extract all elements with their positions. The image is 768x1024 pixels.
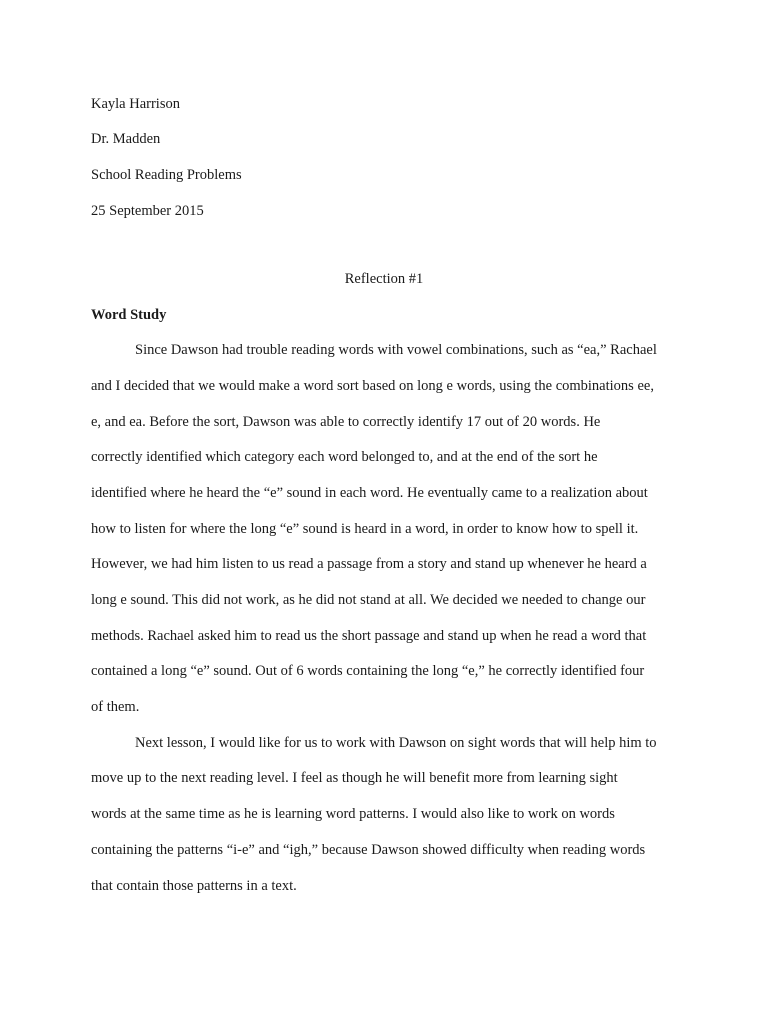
paragraph-2-line: Next lesson, I would like for us to work with Dawson on sight words that will help him to <box>135 735 657 751</box>
course-name: School Reading Problems <box>91 167 242 183</box>
paragraph-2-line: containing the patterns “i-e” and “igh,” because Dawson showed difficulty when reading words <box>91 842 646 858</box>
paragraph-1-line: However, we had him listen to us read a passage from a story and stand up whenever he heard a <box>91 556 647 572</box>
document-date: 25 September 2015 <box>91 203 204 219</box>
paragraph-1-line: Since Dawson had trouble reading words with vowel combinations, such as “ea,” Rachael <box>135 342 657 358</box>
document-title: Reflection #1 <box>344 271 424 287</box>
paragraph-1-line: correctly identified which category each word belonged to, and at the end of the sort he <box>91 449 598 465</box>
paragraph-1-line: and I decided that we would make a word sort based on long e words, using the combinations ee, <box>91 378 654 394</box>
paragraph-1-line: how to listen for where the long “e” sound is heard in a word, in order to know how to spell it. <box>91 521 639 537</box>
paragraph-1-line: of them. <box>91 699 140 715</box>
paragraph-1-line: long e sound. This did not work, as he did not stand at all. We decided we needed to change our <box>91 592 646 608</box>
paragraph-2-line: that contain those patterns in a text. <box>91 878 297 894</box>
paragraph-2-line: move up to the next reading level. I feel as though he will benefit more from learning sight <box>91 770 618 786</box>
author-name: Kayla Harrison <box>91 96 180 112</box>
instructor-name: Dr. Madden <box>91 131 161 147</box>
paragraph-1-line: identified where he heard the “e” sound in each word. He eventually came to a realization about <box>91 485 648 501</box>
paragraph-1-line: e, and ea. Before the sort, Dawson was able to correctly identify 17 out of 20 words. He <box>91 414 601 430</box>
paragraph-2-line: words at the same time as he is learning word patterns. I would also like to work on words <box>91 806 615 822</box>
paragraph-1-line: contained a long “e” sound. Out of 6 words containing the long “e,” he correctly identified four <box>91 663 645 679</box>
paragraph-1-line: methods. Rachael asked him to read us the short passage and stand up when he read a word that <box>91 628 647 644</box>
section-heading: Word Study <box>91 307 167 323</box>
